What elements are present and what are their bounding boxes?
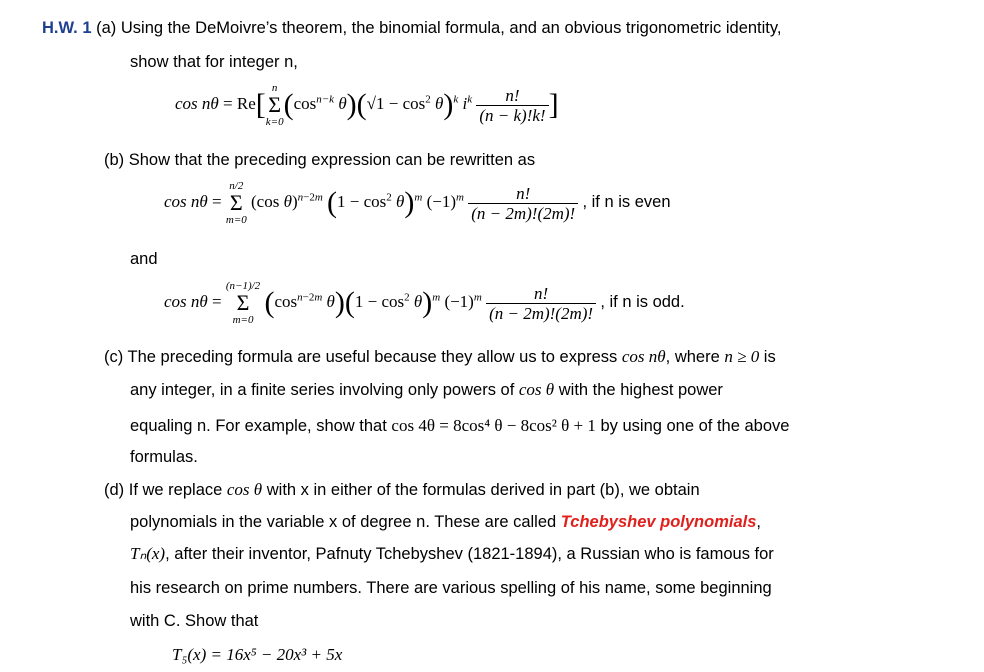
equation-b-odd: cos nθ = (n−1)/2 Σ m=0 ($\cos^{n-2m}$ $\theta)(1 - \cos^2 \theta)^m$ $(-1)^m$ $\frac{n!}{(n - 2m)!(2m)!}$ , if n is odd. <box>164 280 685 326</box>
math-tn: Tₙ(x) <box>130 544 166 563</box>
math-cos-theta: cos θ <box>518 380 555 399</box>
part-a-line-1 <box>42 18 782 38</box>
part-c-text-1b: , where <box>665 348 720 366</box>
part-c-text-1a: (c) The preceding formula are useful because they allow us to express <box>104 348 618 366</box>
part-d-text-2b: , <box>756 513 762 531</box>
part-a-text-2: show that for integer n, <box>130 53 298 71</box>
part-b-text: (b) Show that the preceding expression can be rewritten as <box>104 151 536 169</box>
math-cos-n-theta: cos nθ <box>621 347 666 366</box>
math-n-ge-0: n ≥ 0 <box>724 347 760 366</box>
equation-a: cos nθ = Re[ n Σ $k=0(\cos^{n-k}$ $\theta)(√1 - \cos^2 \theta)^k$ $i^k$ $\frac{n!}{(n - k)!k!}$ ] <box>175 82 559 128</box>
part-d-text-1a: (d) If we replace <box>104 481 223 499</box>
math-cos4-identity: cos 4θ = 8cos⁴ θ − 8cos² θ + 1 <box>391 416 596 435</box>
part-c-text-2a: any integer, in a finite series involving only powers of <box>130 381 515 399</box>
part-d-line-2 <box>130 512 761 532</box>
part-c-text-1c: is <box>763 348 776 366</box>
math-cos-theta-d: cos θ <box>226 480 263 499</box>
odd-condition: , if n is odd. <box>600 292 685 311</box>
part-c-text-3b: by using one of the above <box>600 417 790 435</box>
part-d-line-1 <box>104 480 700 500</box>
part-d-text-2a: polynomials in the variable x of degree n. These are called <box>130 513 557 531</box>
part-d-text-5: with C. Show that <box>130 612 259 630</box>
part-c-line-2 <box>130 380 723 400</box>
even-condition: , if n is even <box>582 192 671 211</box>
part-d-text-1b: with x in either of the formulas derived in part (b), we obtain <box>266 481 700 499</box>
part-a-text-1: (a) Using the DeMoivre’s theorem, the binomial formula, and an obvious trigonometric identity, <box>96 19 782 37</box>
part-c-text-3a: equaling n. For example, show that <box>130 417 387 435</box>
part-d-line-3 <box>130 544 774 564</box>
part-d-text-4: his research on prime numbers. There are various spelling of his name, some beginning <box>130 579 772 597</box>
tchebyshev-highlight: Tchebyshev polynomials <box>560 513 757 531</box>
equation-b-even: cos nθ = n/2 Σ m=0 (cos θ)$^{n-2m}$ $(1 - \cos^2 \theta)^m$ $(-1)^m$ $\frac{n!}{(n - 2m)!(2m)!}$ , if n is even <box>164 180 671 226</box>
part-d-text-3: , after their inventor, Pafnuty Tchebyshev (1821-1894), a Russian who is famous for <box>165 545 774 563</box>
part-c-text-4: formulas. <box>130 448 198 466</box>
part-c-line-3 <box>130 416 789 436</box>
and-word: and <box>130 250 158 268</box>
part-c-line-1 <box>104 347 776 367</box>
problem-label: H.W. 1 <box>42 19 92 37</box>
part-c-text-2b: with the highest power <box>558 381 723 399</box>
equation-t5: T₅(x) = 16x⁵ − 20x³ + 5x <box>172 645 343 664</box>
